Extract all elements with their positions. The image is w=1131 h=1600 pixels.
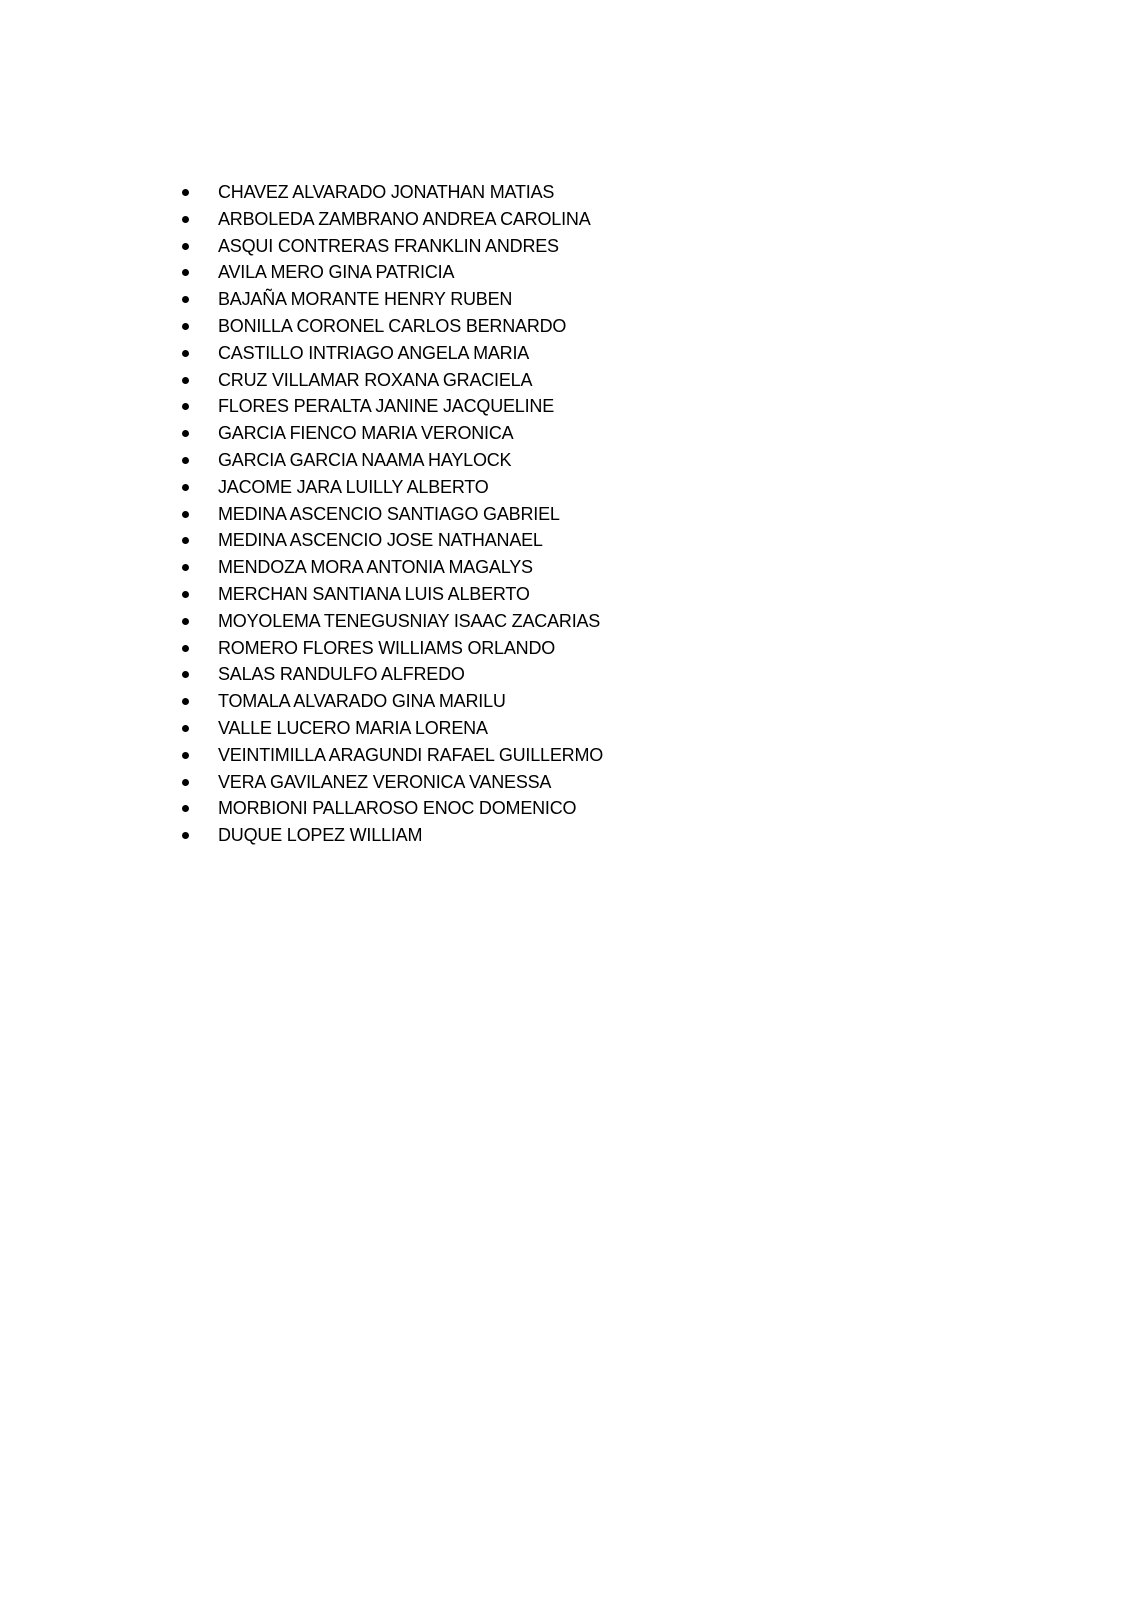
list-item-text: CHAVEZ ALVARADO JONATHAN MATIAS [218,182,555,202]
bullet-icon [182,779,189,786]
list-item [178,608,603,635]
list-item [178,233,603,260]
bullet-icon [182,296,189,303]
list-item [178,313,603,340]
bullet-icon [182,537,189,544]
list-item [178,340,603,367]
list-item [178,822,603,849]
bullet-icon [182,511,189,518]
list-item [178,581,603,608]
bullet-icon [182,484,189,491]
list-item-text: ROMERO FLORES WILLIAMS ORLANDO [218,637,556,658]
list-item-text: DUQUE LOPEZ WILLIAM [218,825,423,846]
list-item-text: VERA GAVILANEZ VERONICA VANESSA [218,771,552,792]
list-item [178,474,603,501]
list-item-text: VALLE LUCERO MARIA LORENA [218,717,488,738]
bullet-icon [182,805,189,812]
bullet-icon [182,698,189,705]
bullet-icon [182,430,189,437]
bullet-icon [182,645,189,652]
list-item-text: ARBOLEDA ZAMBRANO ANDREA CAROLINA [218,208,591,229]
list-item [178,742,603,769]
list-item-text: AVILA MERO GINA PATRICIA [218,262,455,283]
list-item [178,501,603,528]
bullet-icon [182,243,189,250]
list-item-text: BONILLA CORONEL CARLOS BERNARDO [218,315,567,336]
list-item-text: MEDINA ASCENCIO JOSE NATHANAEL [218,530,543,551]
list-item-text: ASQUI CONTRERAS FRANKLIN ANDRES [218,235,559,256]
list-item [178,259,603,286]
list-item [178,179,603,206]
list-item-text: GARCIA FIENCO MARIA VERONICA [218,423,514,444]
list-item-text: MOYOLEMA TENEGUSNIAY ISAAC ZACARIAS [218,610,601,631]
list-item [178,393,603,420]
bullet-icon [182,377,189,384]
bullet-icon [182,832,189,839]
list-item [178,286,603,313]
bullet-icon [182,216,189,223]
bullet-icon [182,350,189,357]
bullet-icon [182,269,189,276]
names-list [178,179,603,849]
list-item [178,635,603,662]
list-item [178,420,603,447]
list-item [178,769,603,796]
bullet-icon [182,725,189,732]
list-item-text: MENDOZA MORA ANTONIA MAGALYS [218,557,533,578]
list-item-text: CASTILLO INTRIAGO ANGELA MARIA [218,342,530,363]
bullet-icon [182,323,189,330]
list-item [178,367,603,394]
list-item [178,554,603,581]
list-item-text: BAJAÑA MORANTE HENRY RUBEN [218,289,513,310]
list-item-text: CRUZ VILLAMAR ROXANA GRACIELA [218,369,533,390]
bullet-icon [182,752,189,759]
list-item-text: MEDINA ASCENCIO SANTIAGO GABRIEL [218,503,560,524]
list-item [178,206,603,233]
list-item [178,527,603,554]
list-item-text: MORBIONI PALLAROSO ENOC DOMENICO [218,798,577,819]
list-item [178,688,603,715]
bullet-icon [182,591,189,598]
list-item-text: FLORES PERALTA JANINE JACQUELINE [218,396,555,417]
bullet-icon [182,671,189,678]
bullet-icon [182,403,189,410]
list-item [178,795,603,822]
bullet-icon [182,189,189,196]
list-item [178,661,603,688]
list-item [178,447,603,474]
list-item-text: MERCHAN SANTIANA LUIS ALBERTO [218,583,530,604]
list-item-text: SALAS RANDULFO ALFREDO [218,664,465,685]
list-item-text: VEINTIMILLA ARAGUNDI RAFAEL GUILLERMO [218,744,604,765]
list-item-text: JACOME JARA LUILLY ALBERTO [218,476,489,497]
list-item-text: TOMALA ALVARADO GINA MARILU [218,691,506,712]
list-item [178,715,603,742]
bullet-icon [182,564,189,571]
list-item-text: GARCIA GARCIA NAAMA HAYLOCK [218,449,512,470]
bullet-icon [182,457,189,464]
bullet-icon [182,618,189,625]
